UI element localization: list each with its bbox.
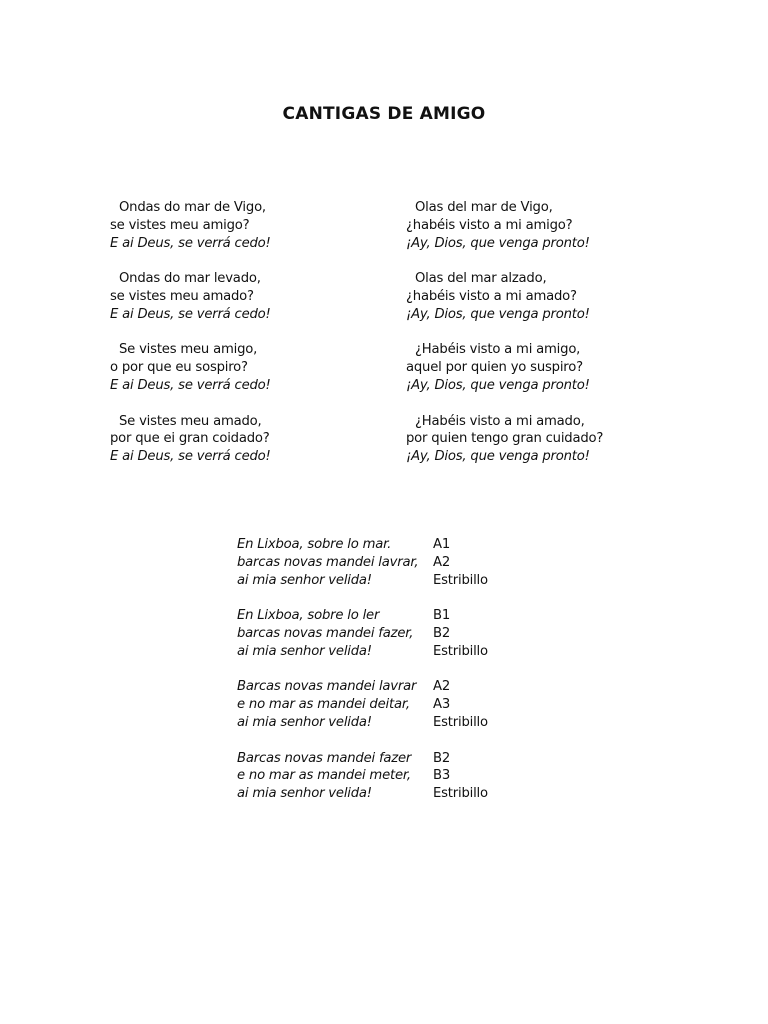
galician-stanza-2: [110, 270, 410, 323]
poem-refrain: ¡Ay, Dios, que venga pronto!: [406, 306, 590, 322]
poem-refrain: ¡Ay, Dios, que venga pronto!: [406, 377, 590, 393]
poem-line: se vistes meu amigo?: [110, 217, 250, 233]
lixboa-line: [237, 607, 537, 625]
lixboa-line-text: ai mia senhor velida!: [237, 572, 372, 588]
lixboa-line-text: barcas novas mandei fazer,: [237, 625, 414, 641]
lixboa-line: [237, 696, 537, 714]
spanish-stanza-4: [406, 413, 726, 466]
galician-stanza-4: [110, 413, 410, 466]
lixboa-line: [237, 785, 537, 803]
lixboa-line: [237, 678, 537, 696]
poem-refrain: E ai Deus, se verrá cedo!: [110, 377, 271, 393]
poem-line: o por que eu sospiro?: [110, 360, 248, 376]
poem-line: Se vistes meu amigo,: [119, 342, 258, 358]
lixboa-line: [237, 554, 537, 572]
lixboa-stanza-1: [237, 536, 537, 589]
lixboa-line: [237, 625, 537, 643]
lixboa-line-text: ai mia senhor velida!: [237, 786, 372, 802]
lixboa-stanza-2: [237, 607, 537, 660]
lixboa-line-text: barcas novas mandei lavrar,: [237, 554, 419, 570]
lixboa-line: [237, 643, 537, 661]
poem-refrain: ¡Ay, Dios, que venga pronto!: [406, 235, 590, 251]
poem-line: por quien tengo gran cuidado?: [406, 431, 604, 447]
poem-refrain: E ai Deus, se verrá cedo!: [110, 235, 271, 251]
lixboa-line-label: Estribillo: [433, 643, 488, 659]
lixboa-stanza-3: [237, 678, 537, 731]
lixboa-line-label: A1: [433, 537, 451, 552]
lixboa-line-label: B3: [433, 768, 451, 784]
galician-stanza-3: [110, 341, 410, 394]
lixboa-line-text: En Lixboa, sobre lo ler: [237, 608, 380, 624]
lixboa-line-label: Estribillo: [433, 572, 488, 588]
lixboa-line-text: En Lixboa, sobre lo mar.: [237, 537, 392, 552]
galician-stanza-1: [110, 199, 410, 252]
poem-line: ¿Habéis visto a mi amigo,: [415, 342, 581, 358]
lixboa-line-label: B2: [433, 625, 451, 641]
poem-line: aquel por quien yo suspiro?: [406, 360, 583, 376]
poem-line: Se vistes meu amado,: [119, 413, 262, 429]
document-title: CANTIGAS DE AMIGO: [282, 104, 486, 124]
galician-poem-column: [110, 199, 410, 484]
lixboa-line-label: Estribillo: [433, 786, 488, 802]
spanish-stanza-3: [406, 341, 726, 394]
poem-line: por que ei gran coidado?: [110, 431, 270, 447]
spanish-poem-column: [406, 199, 726, 484]
poem-refrain: E ai Deus, se verrá cedo!: [110, 449, 271, 465]
lixboa-line: [237, 714, 537, 732]
lixboa-line: [237, 572, 537, 590]
poem-line: ¿habéis visto a mi amigo?: [406, 217, 573, 233]
lixboa-line: [237, 767, 537, 785]
poem-refrain: E ai Deus, se verrá cedo!: [110, 306, 271, 322]
lixboa-line-text: ai mia senhor velida!: [237, 643, 372, 659]
lixboa-line-text: Barcas novas mandei lavrar: [237, 679, 417, 695]
lixboa-line-text: Barcas novas mandei fazer: [237, 750, 412, 766]
lixboa-stanza-4: [237, 750, 537, 803]
lixboa-line-label: A2: [433, 679, 451, 695]
lixboa-line-text: e no mar as mandei meter,: [237, 768, 411, 784]
lixboa-line-text: ai mia senhor velida!: [237, 714, 372, 730]
lixboa-line-label: Estribillo: [433, 714, 488, 730]
lixboa-line: [237, 536, 537, 554]
poem-line: ¿Habéis visto a mi amado,: [415, 413, 585, 429]
poem-refrain: ¡Ay, Dios, que venga pronto!: [406, 449, 590, 465]
lixboa-line-text: e no mar as mandei deitar,: [237, 697, 410, 713]
lixboa-line-label: B2: [433, 750, 451, 766]
poem-line: ¿habéis visto a mi amado?: [406, 288, 577, 304]
poem-line: se vistes meu amado?: [110, 288, 254, 304]
poem-line: Olas del mar alzado,: [415, 271, 547, 287]
lixboa-line: [237, 750, 537, 768]
lixboa-line-label: B1: [433, 608, 451, 624]
lixboa-line-label: A3: [433, 697, 451, 713]
poem-line: Ondas do mar de Vigo,: [119, 200, 266, 215]
lixboa-line-label: A2: [433, 554, 451, 570]
poem-line: Olas del mar de Vigo,: [415, 200, 553, 215]
poem-line: Ondas do mar levado,: [119, 271, 261, 287]
spanish-stanza-1: [406, 199, 726, 252]
spanish-stanza-2: [406, 270, 726, 323]
lixboa-poem: [237, 536, 537, 821]
